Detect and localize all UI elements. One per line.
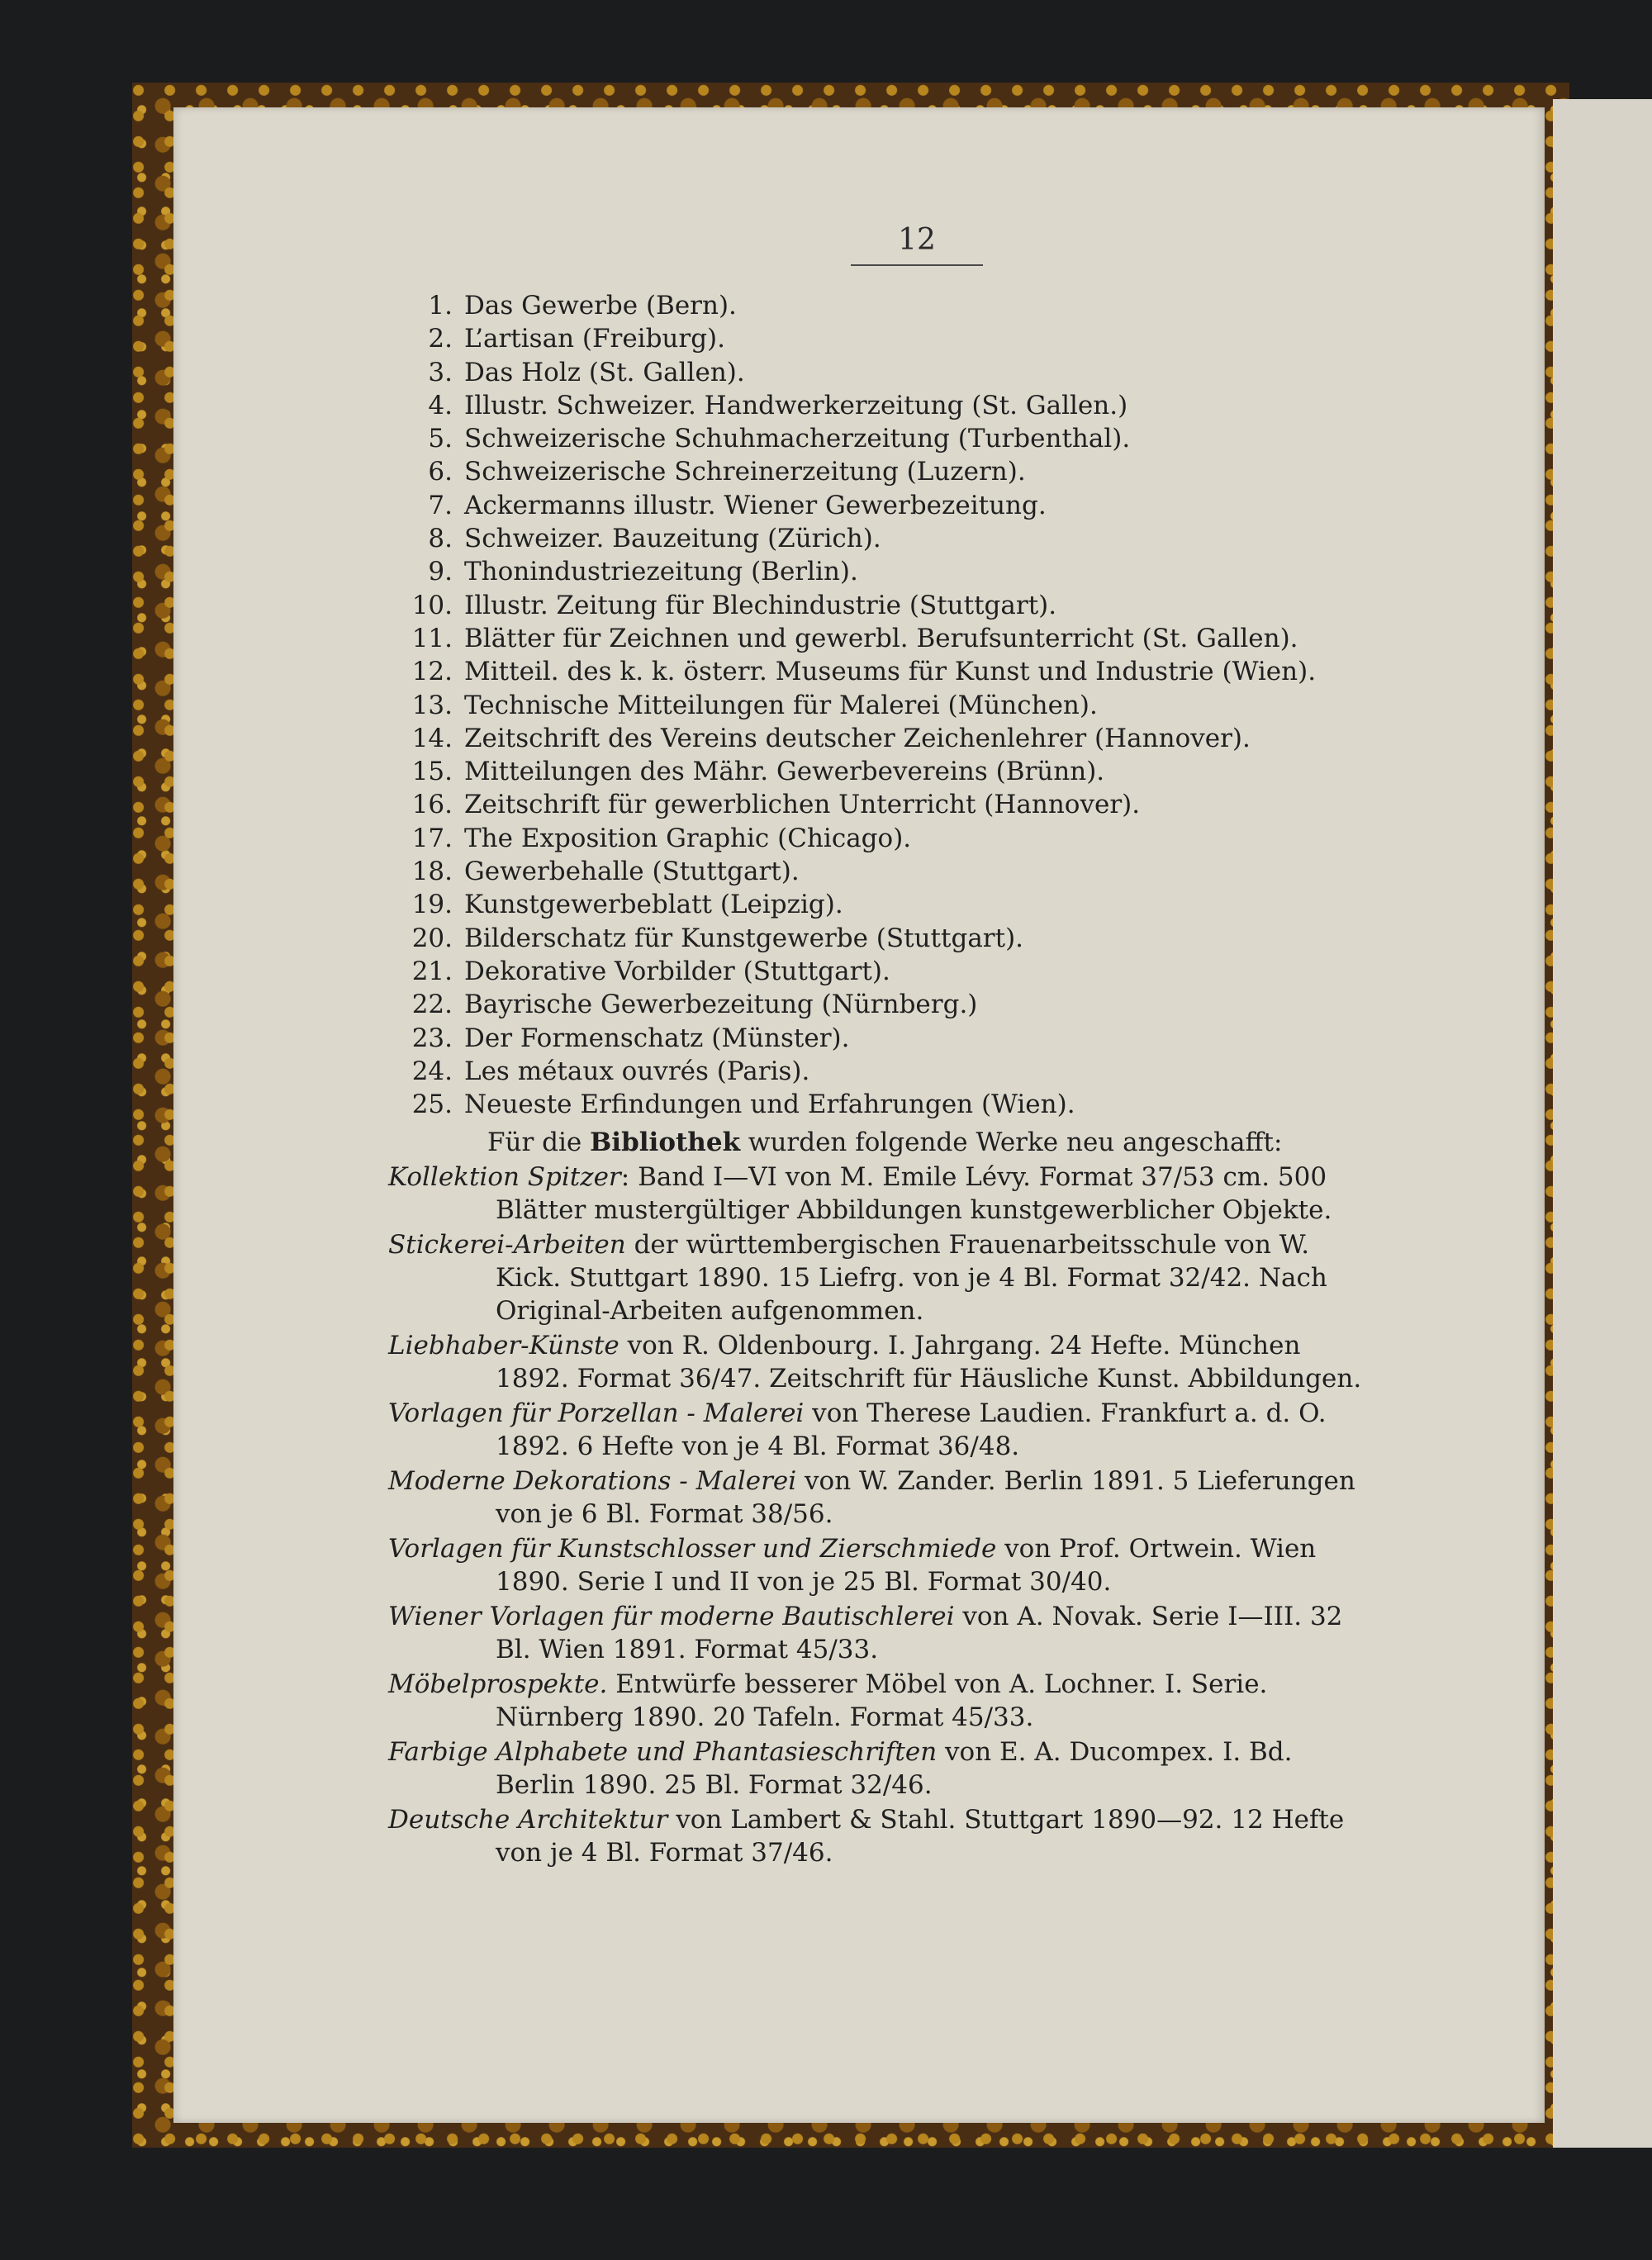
periodical-number: 18. [411,857,453,887]
library-entry-details: von Prof. Ortwein. Wien 1890. Serie I und II von je 25 Bl. Format 30/40. [496,1534,1317,1598]
periodical-item [388,389,1379,422]
periodical-number: 19. [411,890,453,920]
library-entry [388,1735,1379,1802]
periodical-item [388,356,1379,389]
periodical-number: 25. [411,1090,453,1120]
library-intro-after: wurden folgende Werke neu angeschafft: [740,1128,1283,1158]
library-entry-details: von Therese Laudien. Frankfurt a. d. O. 1892. 6 Hefte von je 4 Bl. Format 36/48. [496,1398,1327,1462]
periodical-title: Das Gewerbe (Bern). [464,291,737,320]
library-entry [388,1668,1379,1734]
periodical-number: 6. [428,457,453,487]
periodical-item [388,489,1379,522]
periodical-item [388,788,1379,821]
library-intro-bold: Bibliothek [590,1128,741,1158]
periodical-item [388,888,1379,921]
periodical-number: 15. [411,757,453,787]
periodical-number: 20. [411,923,453,953]
periodical-title: Zeitschrift für gewerblichen Unterricht (Hannover). [464,790,1141,820]
library-intro [388,1124,1379,1161]
periodical-title: Kunstgewerbeblatt (Leipzig). [464,890,843,920]
header-rule [851,264,983,266]
periodical-title: Zeitschrift des Vereins deutscher Zeichenlehrer (Hannover). [464,723,1251,753]
periodical-number: 9. [428,557,453,587]
periodical-item [388,755,1379,788]
page-content [388,289,1379,1869]
periodical-title: Mitteilungen des Mähr. Gewerbevereins (Brünn). [464,757,1105,787]
periodical-number: 17. [411,823,453,853]
library-entry-details: von R. Oldenbourg. I. Jahrgang. 24 Hefte. München 1892. Format 36/47. Zeitschrift für Häusliche Kunst. Abbildungen. [496,1331,1362,1394]
periodical-title: Blätter für Zeichnen und gewerbl. Berufsunterricht (St. Gallen). [464,623,1298,653]
facing-page-edge [1553,99,1652,2148]
library-entry-details: von E. A. Ducompex. I. Bd. Berlin 1890. 25 Bl. Format 32/46. [496,1737,1293,1801]
periodical-item [388,1022,1379,1055]
periodical-item [388,622,1379,655]
periodical-title: Les métaux ouvrés (Paris). [464,1056,810,1086]
library-entry-title: Vorlagen für Kunstschlosser und Zierschmiede [388,1534,997,1564]
periodical-number: 16. [411,790,453,820]
periodical-title: Schweizer. Bauzeitung (Zürich). [464,524,881,554]
periodical-title: Ackermanns illustr. Wiener Gewerbezeitung. [464,490,1047,520]
library-entry-details: von W. Zander. Berlin 1891. 5 Lieferungen von je 6 Bl. Format 38/56. [496,1466,1355,1530]
library-entries [388,1161,1379,1869]
periodical-title: Thonindustriezeitung (Berlin). [464,557,858,587]
periodical-item [388,855,1379,888]
periodical-title: Gewerbehalle (Stuttgart). [464,857,800,887]
periodical-number: 4. [428,390,453,420]
library-entry-title: Moderne Dekorations - Malerei [388,1466,797,1497]
periodical-title: Illustr. Zeitung für Blechindustrie (Stuttgart). [464,590,1057,620]
periodical-title: Dekorative Vorbilder (Stuttgart). [464,956,890,986]
periodical-item [388,522,1379,555]
periodical-item [388,988,1379,1021]
periodical-title: Mitteil. des k. k. österr. Museums für Kunst und Industrie (Wien). [464,657,1317,687]
library-entry [388,1532,1379,1598]
periodical-title: Technische Mitteilungen für Malerei (München). [464,690,1098,720]
library-entry-title: Kollektion Spitzer [388,1162,621,1193]
library-entry-title: Liebhaber-Künste [388,1331,620,1361]
periodical-item [388,1088,1379,1121]
library-entry-details: von Lambert & Stahl. Stuttgart 1890—92. 12 Hefte von je 4 Bl. Format 37/46. [496,1805,1345,1868]
periodical-number: 1. [428,291,453,320]
library-entry-details: von A. Novak. Serie I—III. 32 Bl. Wien 1891. Format 45/33. [496,1602,1343,1665]
periodical-title: Das Holz (St. Gallen). [464,357,745,387]
library-entry [388,1397,1379,1463]
periodical-item [388,589,1379,622]
periodical-number: 13. [411,690,453,720]
library-entry-title: Stickerei-Arbeiten [388,1230,626,1261]
periodical-title: Schweizerische Schuhmacherzeitung (Turbenthal). [464,424,1131,454]
periodical-item [388,655,1379,688]
periodical-number: 24. [411,1056,453,1086]
periodical-item [388,822,1379,855]
periodical-item [388,422,1379,455]
periodical-number: 5. [428,424,453,454]
periodical-item [388,1055,1379,1088]
periodical-number: 22. [411,990,453,1020]
periodical-number: 8. [428,524,453,554]
periodical-number: 3. [428,357,453,387]
periodical-item [388,555,1379,588]
periodical-title: The Exposition Graphic (Chicago). [464,823,912,853]
page-number: 12 [898,223,936,257]
periodical-item [388,689,1379,722]
periodical-title: Schweizerische Schreinerzeitung (Luzern). [464,457,1026,487]
library-entry-details: : Band I—VI von M. Emile Lévy. Format 37/53 cm. 500 Blätter mustergültiger Abbildungen kunstgewerblicher Objekte. [496,1162,1332,1226]
library-entry [388,1329,1379,1395]
periodical-item [388,322,1379,355]
periodicals-list [388,289,1379,1121]
library-entry-title: Deutsche Architektur [388,1805,668,1835]
library-entry [388,1803,1379,1869]
periodical-number: 21. [411,956,453,986]
library-entry-details: der württembergischen Frauenarbeitsschule von W. Kick. Stuttgart 1890. 15 Liefrg. von je 4 Bl. Format 32/42. Nach Original-Arbeiten aufgenommen. [496,1230,1327,1327]
periodical-number: 7. [428,490,453,520]
periodical-title: Neueste Erfindungen und Erfahrungen (Wien). [464,1090,1075,1120]
library-entry-details: Entwürfe besserer Möbel von A. Lochner. I. Serie. Nürnberg 1890. 20 Tafeln. Format 45/33. [496,1669,1268,1733]
periodical-number: 23. [411,1023,453,1053]
library-entry [388,1465,1379,1531]
library-entry [388,1228,1379,1327]
periodical-title: L’artisan (Freiburg). [464,324,725,354]
library-entry [388,1161,1379,1227]
periodical-number: 10. [411,590,453,620]
periodical-number: 14. [411,723,453,753]
library-entry-title: Farbige Alphabete und Phantasieschriften [388,1737,938,1768]
periodical-title: Bayrische Gewerbezeitung (Nürnberg.) [464,990,978,1020]
periodical-title: Bilderschatz für Kunstgewerbe (Stuttgart). [464,923,1024,953]
library-entry-title: Wiener Vorlagen für moderne Bautischlerei [388,1602,955,1632]
periodical-item [388,955,1379,988]
library-entry-title: Vorlagen für Porzellan - Malerei [388,1398,805,1429]
periodical-item [388,722,1379,755]
periodical-item [388,289,1379,322]
periodical-title: Illustr. Schweizer. Handwerkerzeitung (St. Gallen.) [464,390,1128,420]
periodical-number: 12. [411,657,453,687]
periodical-item [388,922,1379,955]
periodical-number: 2. [428,324,453,354]
periodical-title: Der Formenschatz (Münster). [464,1023,850,1053]
library-entry-title: Möbelprospekte. [388,1669,608,1700]
library-intro-before: Für die [487,1128,591,1158]
periodical-number: 11. [411,623,453,653]
periodical-item [388,455,1379,488]
library-entry [388,1600,1379,1666]
